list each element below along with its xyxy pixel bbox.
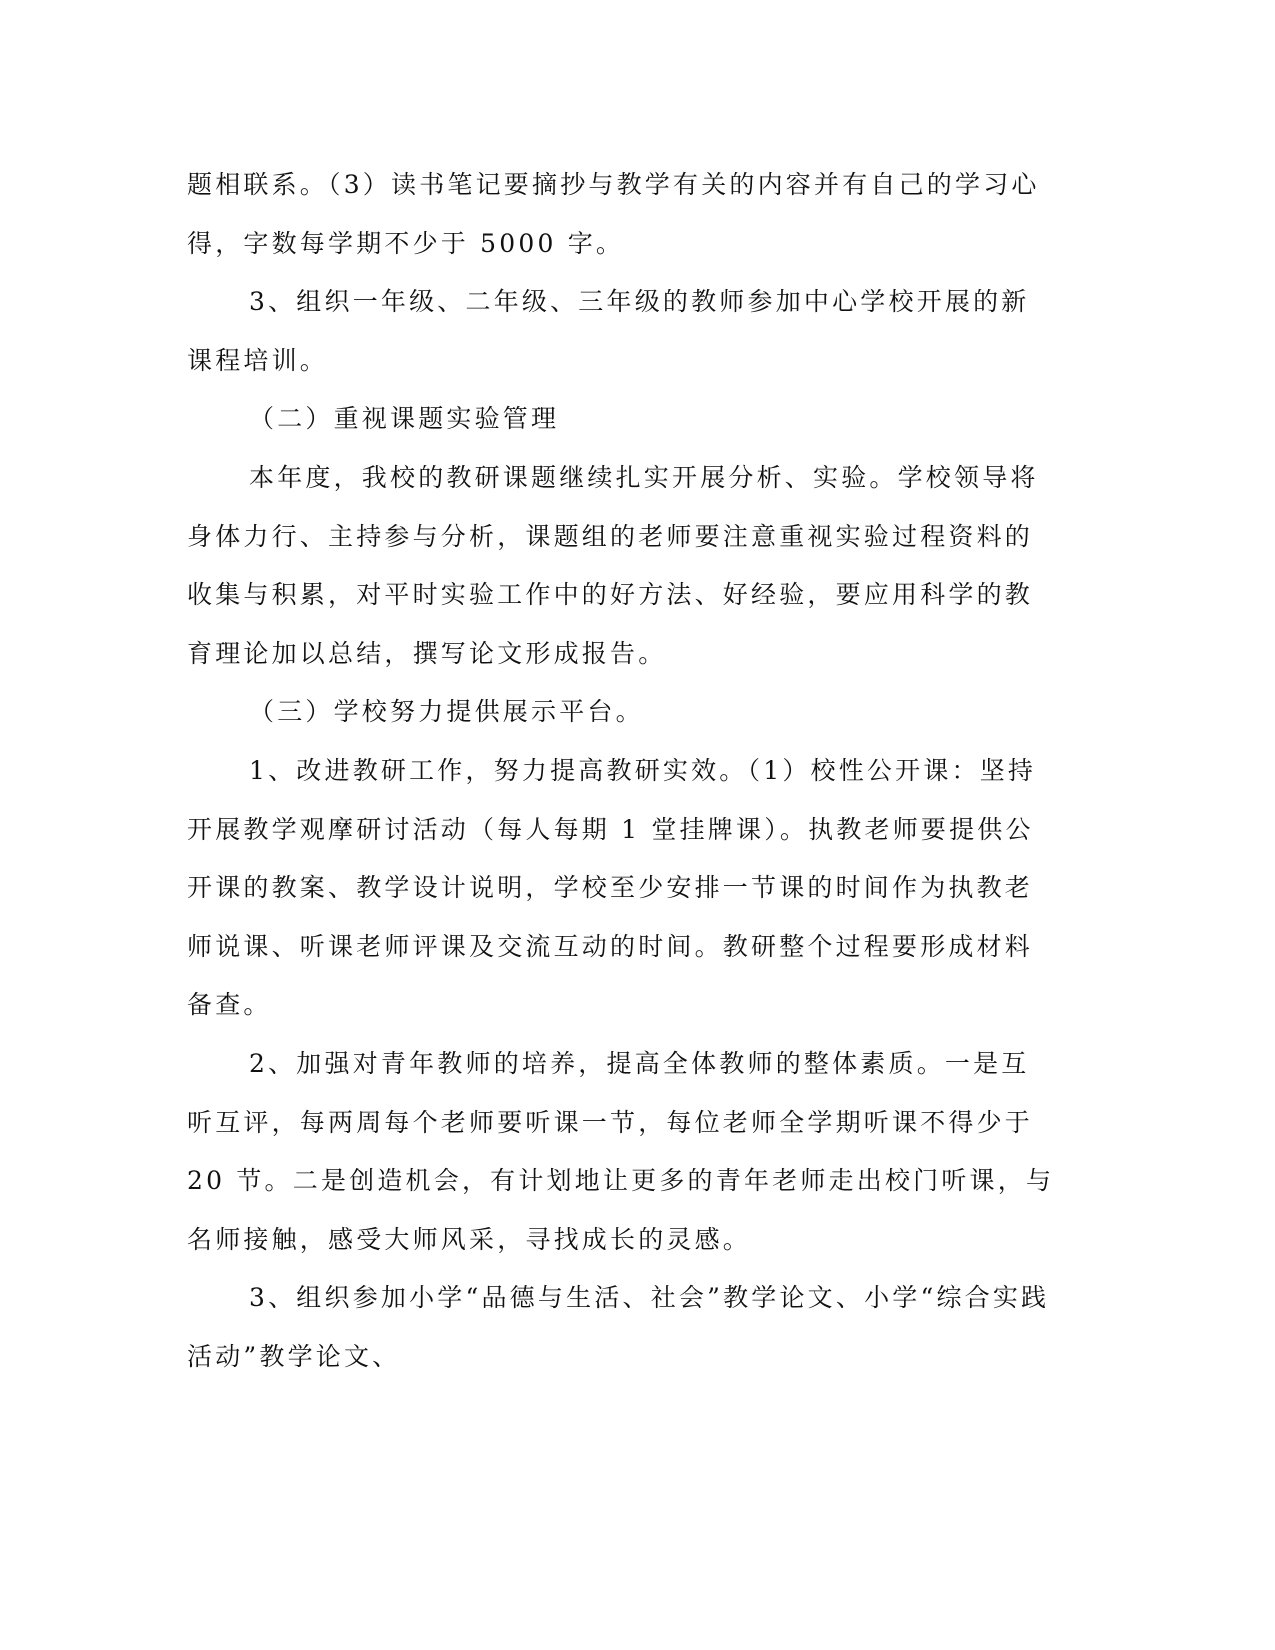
text-line: 20 节。二是创造机会，有计划地让更多的青年老师走出校门听课，与 bbox=[187, 1166, 1055, 1196]
document-body bbox=[187, 156, 1067, 1386]
text-line: 题相联系。（3）读书笔记要摘抄与教学有关的内容并有自己的学习心 bbox=[187, 170, 1040, 199]
text-line: 开展教学观摩研讨活动（每人每期 1 堂挂牌课）。执教老师要提供公 bbox=[187, 814, 1034, 844]
text-line: 3、组织参加小学“品德与生活、社会”教学论文、小学“综合实践 bbox=[249, 1283, 1050, 1313]
text-line: 开课的教案、教学设计说明，学校至少安排一节课的时间作为执教老 bbox=[187, 873, 1034, 903]
text-line: 师说课、听课老师评课及交流互动的时间。教研整个过程要形成材料 bbox=[187, 931, 1034, 961]
text-line: 1、改进教研工作，努力提高教研实效。（1）校性公开课：坚持 bbox=[249, 755, 1037, 785]
section-heading: （二）重视课题实验管理 bbox=[249, 404, 560, 434]
text-line: 得，字数每学期不少于 5000 字。 bbox=[187, 228, 625, 258]
text-line: 备查。 bbox=[187, 990, 272, 1020]
text-line: 身体力行、主持参与分析，课题组的老师要注意重视实验过程资料的 bbox=[187, 521, 1034, 551]
text-line: 2、加强对青年教师的培养，提高全体教师的整体素质。一是互 bbox=[249, 1048, 1030, 1078]
text-line: 课程培训。 bbox=[187, 345, 329, 375]
text-line: 本年度，我校的教研课题继续扎实开展分析、实验。学校领导将 bbox=[249, 462, 1039, 492]
text-line: 活动”教学论文、 bbox=[187, 1341, 401, 1371]
section-heading: （三）学校努力提供展示平台。 bbox=[249, 697, 644, 727]
text-line: 听互评，每两周每个老师要听课一节，每位老师全学期听课不得少于 bbox=[187, 1107, 1034, 1137]
text-line: 收集与积累，对平时实验工作中的好方法、好经验，要应用科学的教 bbox=[187, 580, 1034, 610]
text-line: 名师接触，感受大师风采，寻找成长的灵感。 bbox=[187, 1224, 752, 1254]
text-line: 3、组织一年级、二年级、三年级的教师参加中心学校开展的新 bbox=[249, 287, 1030, 317]
text-line: 育理论加以总结，撰写论文形成报告。 bbox=[187, 638, 667, 668]
